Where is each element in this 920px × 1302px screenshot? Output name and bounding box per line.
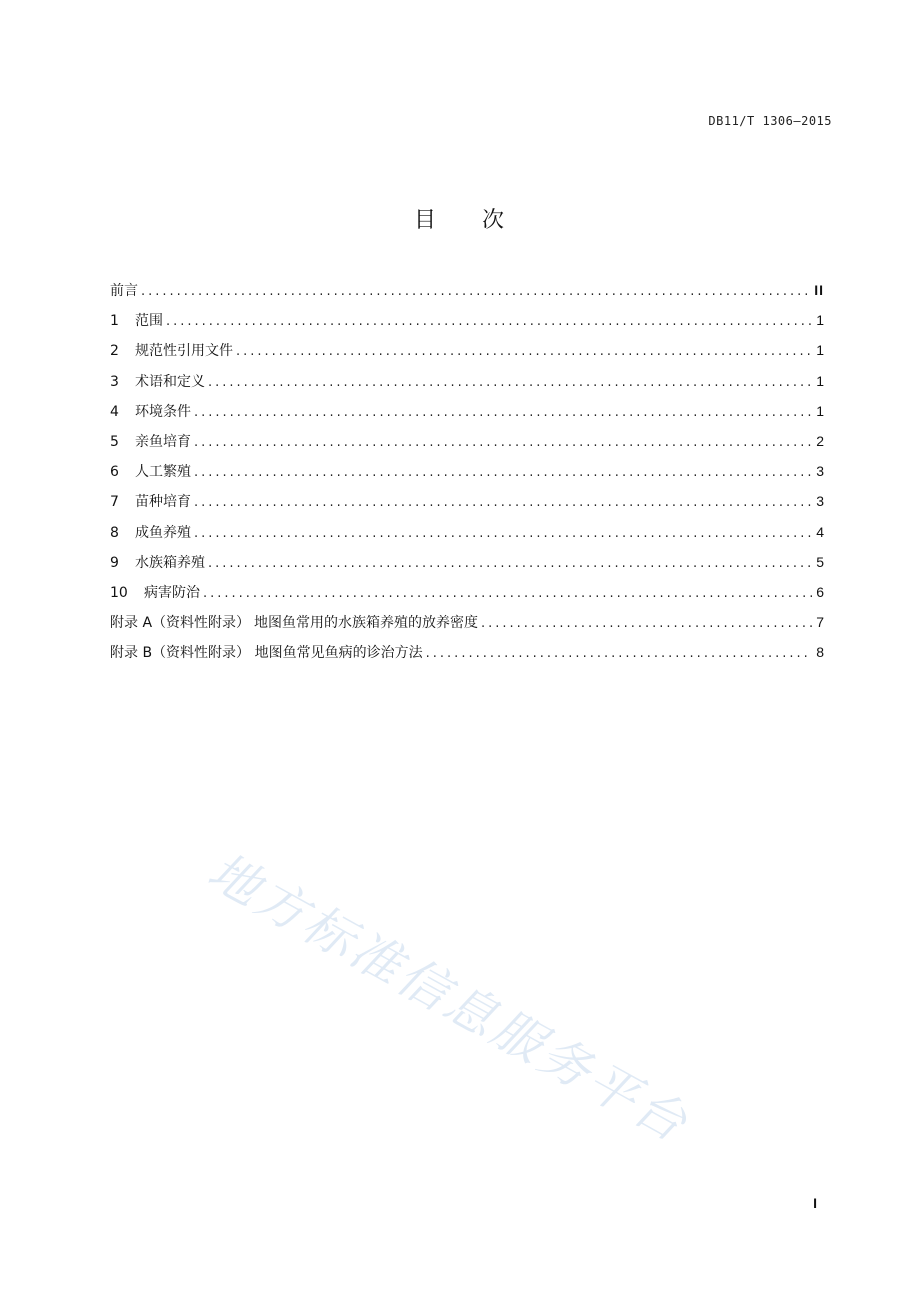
dot-leader (141, 279, 810, 305)
toc-entry-page: 4 (816, 523, 824, 540)
annex-title: 地图鱼常见鱼病的诊治方法 (254, 645, 423, 662)
toc-entry-number: 9 (110, 554, 119, 571)
toc-entry-number: 8 (110, 524, 119, 541)
toc-entry-number: 10 (110, 584, 128, 601)
toc-entry-9[interactable] (110, 549, 824, 579)
dot-leader (194, 430, 812, 456)
toc-entry-page: 1 (816, 402, 824, 419)
toc-entry-text: 苗种培育 (135, 494, 191, 511)
watermark: 地方标准信息服务平台 (198, 841, 699, 1155)
toc-entry-annex-b[interactable] (110, 639, 824, 669)
dot-leader (208, 551, 812, 577)
dot-leader (203, 581, 812, 607)
toc-entry-annex-a[interactable] (110, 609, 824, 639)
toc-entry-number: 4 (110, 403, 119, 420)
footer-page-number: I (813, 1195, 817, 1211)
toc-entry-number: 2 (110, 343, 119, 360)
toc-entry-text: 成鱼养殖 (135, 524, 191, 541)
toc-entry-page: 3 (816, 493, 824, 510)
toc-title-second-char: 次 (482, 208, 507, 233)
dot-leader (194, 460, 812, 486)
toc-entry-number: 1 (110, 313, 119, 330)
toc-entry-foreword[interactable] (110, 277, 824, 307)
dot-leader (194, 490, 812, 516)
toc-entry-page: 2 (816, 432, 824, 449)
toc-entry-4[interactable] (110, 398, 824, 428)
toc-entry-6[interactable] (110, 458, 824, 488)
toc-entry-text: 规范性引用文件 (135, 343, 233, 360)
toc-entry-3[interactable] (110, 368, 824, 398)
table-of-contents (110, 277, 824, 669)
toc-entry-text: 范围 (135, 313, 163, 330)
dot-leader (481, 611, 812, 637)
toc-entry-text: 亲鱼培育 (135, 433, 191, 450)
toc-entry-5[interactable] (110, 428, 824, 458)
annex-title: 地图鱼常用的水族箱养殖的放养密度 (253, 615, 478, 632)
toc-entry-10[interactable] (110, 579, 824, 609)
toc-title (0, 203, 920, 234)
toc-entry-number: 7 (110, 494, 119, 511)
toc-entry-page: 1 (816, 342, 824, 359)
dot-leader (194, 400, 812, 426)
toc-entry-page: 5 (816, 553, 824, 570)
toc-entry-number: 6 (110, 464, 119, 481)
annex-label: 附录 A（资料性附录） (110, 615, 251, 632)
toc-entry-page: 7 (816, 614, 824, 631)
toc-entry-text: 水族箱养殖 (135, 554, 205, 571)
toc-entry-page: 6 (816, 583, 824, 600)
toc-entry-page: 1 (816, 372, 824, 389)
toc-entry-text: 前言 (110, 283, 138, 299)
toc-entry-page: 3 (816, 463, 824, 480)
dot-leader (236, 339, 812, 365)
toc-entry-page: 8 (816, 644, 824, 661)
toc-entry-number: 5 (110, 433, 119, 450)
toc-entry-page: II (814, 282, 824, 298)
toc-entry-8[interactable] (110, 519, 824, 549)
toc-entry-2[interactable] (110, 337, 824, 367)
dot-leader (426, 641, 813, 667)
toc-entry-7[interactable] (110, 488, 824, 518)
toc-entry-text: 环境条件 (135, 403, 191, 420)
annex-label: 附录 B（资料性附录） (110, 645, 251, 662)
dot-leader (208, 370, 812, 396)
dot-leader (194, 521, 812, 547)
toc-title-first-char: 目 (413, 208, 438, 233)
toc-entry-text: 术语和定义 (135, 373, 205, 390)
toc-entry-text: 病害防治 (144, 584, 200, 601)
toc-entry-page: 1 (816, 312, 824, 329)
dot-leader (166, 309, 812, 335)
toc-entry-number: 3 (110, 373, 119, 390)
document-code: DB11/T 1306—2015 (708, 114, 832, 128)
toc-entry-1[interactable] (110, 307, 824, 337)
toc-entry-text: 人工繁殖 (135, 464, 191, 481)
